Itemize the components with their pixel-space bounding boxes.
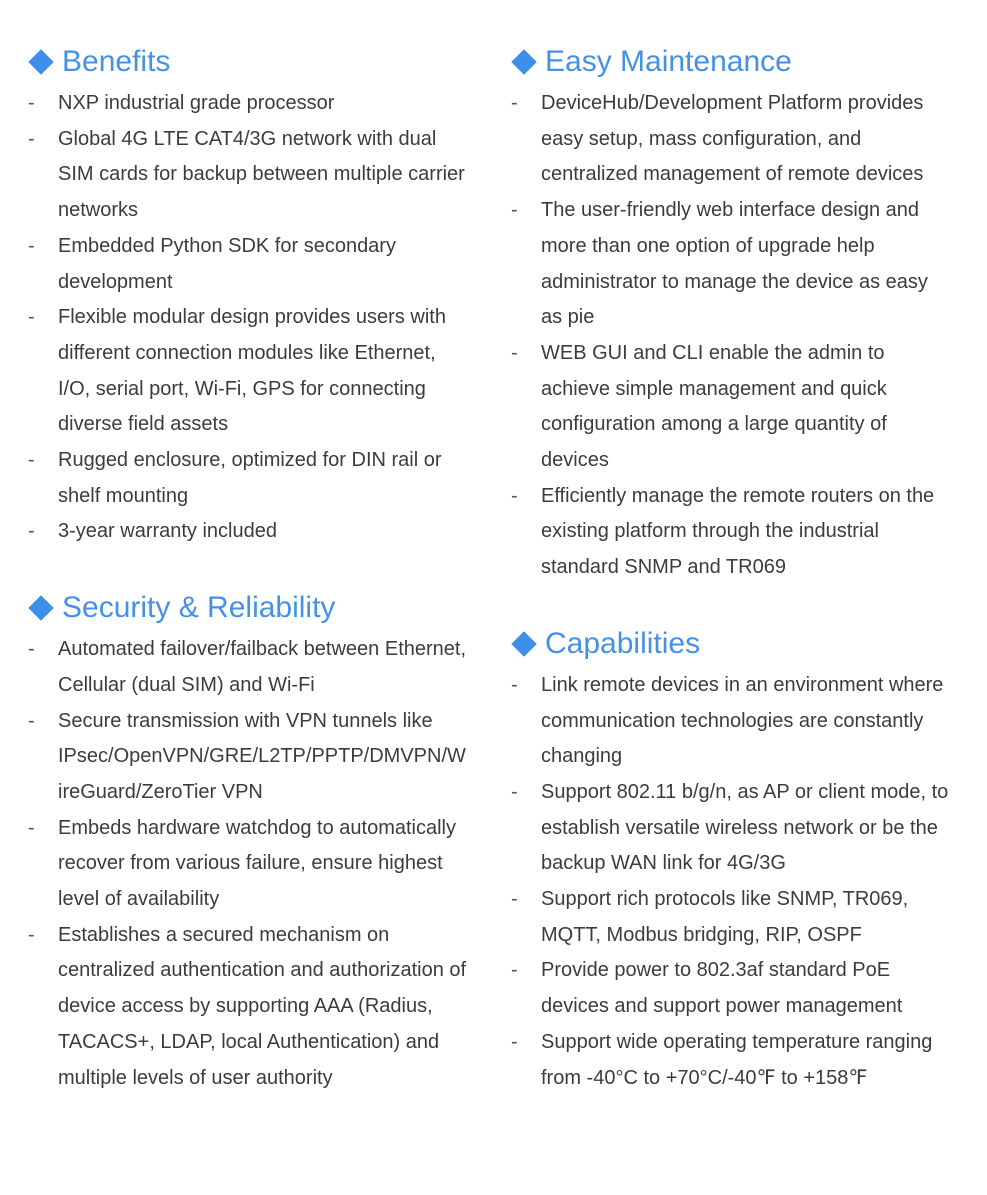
list-item-text: Efficiently manage the remote routers on the existing platform through the industrial standard SNMP and TR069	[541, 484, 935, 579]
bullet-dash: -	[511, 1030, 518, 1053]
bullet-dash: -	[28, 923, 35, 946]
bullet-dash: -	[28, 92, 35, 114]
security-section	[28, 586, 468, 1096]
maintenance-title: Easy Maintenance	[545, 45, 792, 78]
list-item	[28, 514, 468, 550]
list-item	[28, 704, 468, 811]
list-item	[511, 953, 951, 1024]
bullet-dash: -	[511, 199, 518, 222]
list-item-text: Embedded Python SDK for secondary development	[58, 234, 396, 293]
maintenance-section	[511, 40, 951, 586]
list-item	[28, 632, 468, 703]
list-item	[28, 811, 468, 918]
left-column	[28, 40, 468, 1132]
bullet-dash: -	[511, 673, 518, 696]
diamond-icon	[511, 49, 536, 74]
list-item	[511, 336, 951, 479]
bullet-dash: -	[28, 709, 35, 732]
list-item	[28, 122, 468, 229]
list-item-text: Link remote devices in an environment where communication technologies are constantly changing	[541, 673, 944, 768]
list-item-text: 3-year warranty included	[58, 520, 277, 543]
diamond-icon	[511, 631, 536, 656]
bullet-dash: -	[511, 92, 518, 114]
list-item	[511, 882, 951, 953]
list-item	[511, 479, 951, 586]
list-item-text: Support wide operating temperature ranging from -40°C to +70°C/-40℉ to +158℉	[541, 1030, 933, 1089]
list-item	[511, 668, 951, 775]
bullet-dash: -	[28, 638, 35, 661]
list-item-text: NXP industrial grade processor	[58, 92, 335, 114]
list-item-text: WEB GUI and CLI enable the admin to achieve simple management and quick configuration among a large quantity of devices	[541, 341, 887, 472]
list-item	[28, 300, 468, 443]
list-item	[511, 775, 951, 882]
maintenance-header	[511, 40, 951, 84]
benefits-title: Benefits	[62, 45, 171, 78]
list-item	[28, 443, 468, 514]
capabilities-header	[511, 622, 951, 666]
list-item-text: Embeds hardware watchdog to automatically recover from various failure, ensure highest level of availability	[58, 816, 456, 911]
diamond-icon	[28, 595, 53, 620]
list-item	[511, 86, 951, 193]
list-item-text: Support 802.11 b/g/n, as AP or client mode, to establish versatile wireless network or be the backup WAN link for 4G/3G	[541, 780, 949, 875]
security-list	[28, 632, 468, 1096]
list-item-text: Secure transmission with VPN tunnels like IPsec/OpenVPN/GRE/L2TP/PPTP/DMVPN/WireGuard/ZeroTier VPN	[58, 709, 466, 803]
bullet-dash: -	[28, 234, 35, 257]
security-header	[28, 586, 468, 630]
right-column	[511, 40, 951, 1132]
bullet-dash: -	[28, 449, 35, 472]
list-item	[28, 918, 468, 1097]
bullet-dash: -	[28, 816, 35, 839]
list-item	[28, 86, 468, 122]
benefits-section	[28, 40, 468, 550]
list-item-text: Global 4G LTE CAT4/3G network with dual SIM cards for backup between multiple carrier networks	[58, 127, 465, 222]
benefits-header	[28, 40, 468, 84]
list-item-text: The user-friendly web interface design and more than one option of upgrade help administrator to manage the device as easy as pie	[541, 199, 928, 329]
list-item-text: Provide power to 802.3af standard PoE devices and support power management	[541, 959, 903, 1018]
diamond-icon	[28, 49, 53, 74]
bullet-dash: -	[28, 520, 35, 543]
list-item-text: Automated failover/failback between Ethernet, Cellular (dual SIM) and Wi-Fi	[58, 638, 467, 696]
list-item	[511, 1025, 951, 1096]
list-item-text: DeviceHub/Development Platform provides easy setup, mass configuration, and centralized management of remote devices	[541, 92, 924, 186]
security-title: Security & Reliability	[62, 591, 336, 625]
list-item-text: Flexible modular design provides users with different connection modules like Ethernet, I/O, serial port, Wi-Fi, GPS for connecting diverse field assets	[58, 306, 446, 436]
bullet-dash: -	[511, 780, 518, 803]
bullet-dash: -	[511, 959, 518, 982]
bullet-dash: -	[511, 888, 518, 911]
list-item-text: Establishes a secured mechanism on centralized authentication and authorization of device access by supporting AAA (Radius, TACACS+, LDAP, local Authentication) and multiple levels of user authority	[58, 923, 467, 1089]
bullet-dash: -	[28, 306, 35, 329]
list-item	[28, 229, 468, 300]
maintenance-list	[511, 86, 951, 586]
list-item-text: Rugged enclosure, optimized for DIN rail or shelf mounting	[58, 449, 442, 507]
capabilities-list	[511, 668, 951, 1096]
benefits-list	[28, 86, 468, 550]
capabilities-title: Capabilities	[545, 626, 701, 660]
bullet-dash: -	[28, 127, 35, 150]
bullet-dash: -	[511, 484, 518, 507]
list-item	[511, 193, 951, 336]
list-item-text: Support rich protocols like SNMP, TR069, MQTT, Modbus bridging, RIP, OSPF	[541, 888, 909, 946]
bullet-dash: -	[511, 341, 518, 364]
capabilities-section	[511, 622, 951, 1096]
